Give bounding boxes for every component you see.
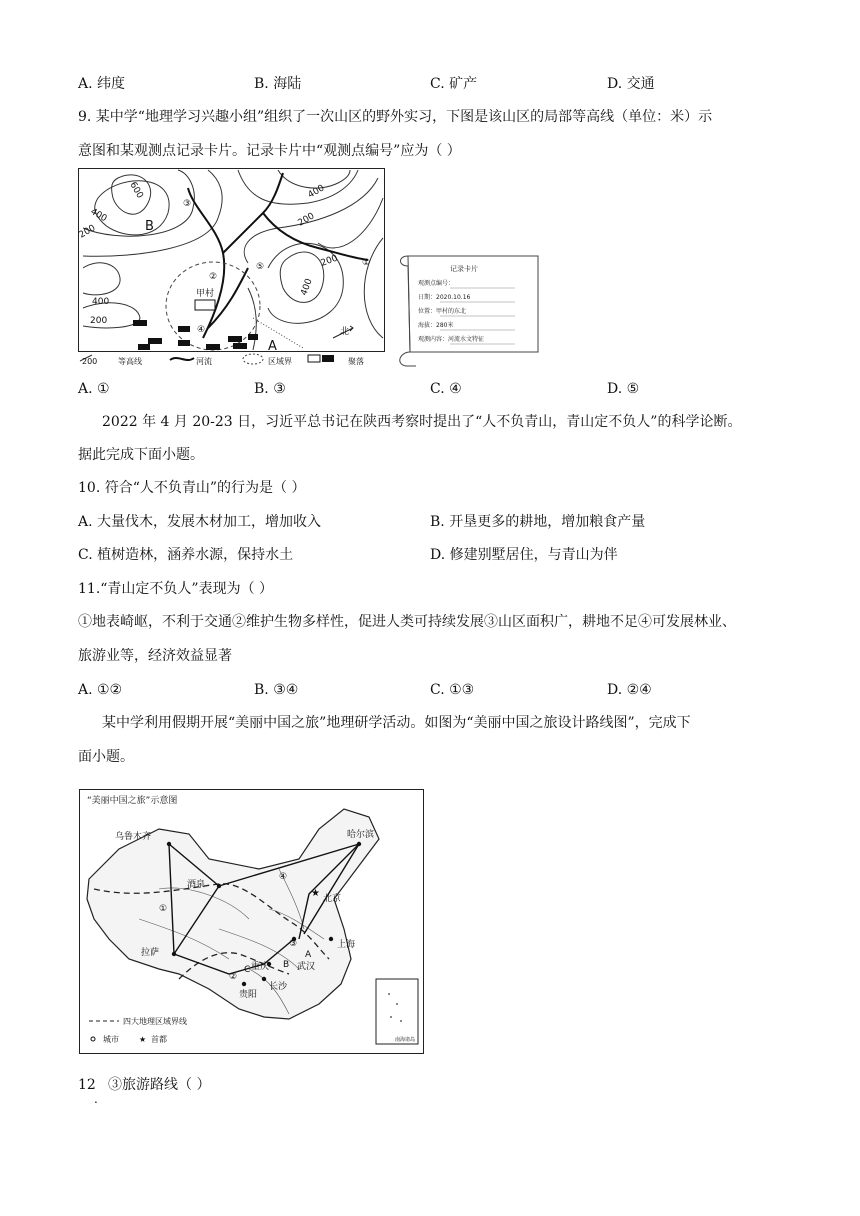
record-card: [390, 252, 540, 370]
q9-stem-line2: 意图和某观测点记录卡片。记录卡片中“观测点编号”应为（ ）: [78, 143, 461, 159]
inset-label: 南海诸岛: [395, 1037, 416, 1043]
contour-map: [78, 168, 385, 368]
route-mark-4: ④: [279, 872, 288, 882]
letter-b: B: [145, 219, 154, 234]
q9-option-c: C. ④: [430, 381, 462, 397]
city-beijing: 北京: [323, 894, 342, 904]
q8-option-b: B. 海陆: [254, 76, 302, 92]
letter-a: A: [268, 339, 277, 354]
legend-boundary: 区域界: [268, 357, 292, 366]
capital-star-icon: ★: [311, 888, 320, 899]
legend-settlement: 聚落: [348, 357, 364, 366]
legend-contour: 等高线: [118, 357, 142, 366]
q8-option-a: A. 纬度: [78, 76, 126, 92]
q8-option-d: D. 交通: [607, 76, 655, 92]
contour-label: 400: [92, 297, 110, 307]
legend-contour-value: 200: [82, 357, 98, 366]
q12-number: 12: [78, 1077, 96, 1093]
city-jiuquan: 酒泉: [187, 880, 206, 890]
letter-a: A: [305, 950, 312, 960]
q12-stem: ③旅游路线（ ）: [108, 1077, 211, 1093]
mark-3: ③: [183, 199, 192, 209]
north-label: 北: [340, 327, 350, 337]
legend-city: 城市: [103, 1035, 119, 1044]
city-wuhan: 武汉: [297, 962, 316, 972]
card-row-content: 观测内容：河流水文特征: [418, 336, 485, 343]
city-shanghai: 上海: [337, 940, 356, 950]
city-guiyang: 贵阳: [239, 990, 258, 1000]
q10-option-b: B. 开垦更多的耕地，增加粮食产量: [430, 514, 646, 530]
china-map-title: “美丽中国之旅”示意图: [87, 796, 178, 806]
mark-2: ②: [209, 272, 218, 282]
q9-stem-line1: 9. 某中学“地理学习兴趣小组”组织了一次山区的野外实习，下图是该山区的局部等高线（单位：米）示: [78, 109, 713, 125]
contour-label: 200: [319, 253, 340, 269]
passage2-line1: 某中学利用假期开展“美丽中国之旅”地理研学活动。如图为“美丽中国之旅设计路线图”，完成下: [102, 715, 691, 731]
q11-option-b: B. ③④: [254, 682, 299, 698]
legend-river: 河流: [196, 357, 212, 366]
q10-stem: 10. 符合“人不负青山”的行为是（ ）: [78, 480, 306, 496]
contour-label: 200: [296, 211, 317, 229]
card-title: 记录卡片: [450, 265, 478, 273]
mark-1: ①: [362, 258, 371, 268]
city-changsha: 长沙: [269, 982, 288, 992]
passage2-line2: 面小题。: [78, 749, 134, 765]
mark-4: ④: [197, 325, 206, 335]
q11-option-c: C. ①③: [430, 682, 475, 698]
contour-label: 200: [78, 223, 98, 241]
q11-option-a: A. ①②: [78, 682, 123, 698]
contour-label-600: 600: [127, 180, 145, 201]
q10-option-d: D. 修建别墅居住，与青山为伴: [430, 547, 618, 563]
letter-c: C: [244, 965, 251, 975]
city-lhasa: 拉萨: [141, 948, 160, 958]
q8-option-c: C. 矿产: [430, 76, 478, 92]
contour-label: 400: [88, 206, 109, 225]
route-mark-3: ③: [289, 939, 298, 949]
q10-option-c: C. 植树造林，涵养水源，保持水土: [78, 547, 294, 563]
q10-option-a: A. 大量伐木，发展木材加工，增加收入: [78, 514, 322, 530]
contour-label: 200: [90, 316, 108, 326]
legend-capital-star-icon: ★: [139, 1035, 147, 1044]
china-route-map: [79, 789, 424, 1054]
legend-boundary: 四大地理区域界线: [123, 1017, 187, 1026]
route-mark-2: ②: [229, 972, 238, 982]
q9-option-a: A. ①: [78, 381, 110, 397]
q12-dot: .: [94, 1092, 98, 1106]
city-chongqing: 重庆: [251, 962, 270, 972]
q9-option-d: D. ⑤: [607, 381, 640, 397]
q11-option-d: D. ②④: [607, 682, 652, 698]
q9-option-b: B. ③: [254, 381, 286, 397]
mark-5: ⑤: [256, 262, 265, 272]
card-row-id: 观测点编号：: [418, 280, 455, 287]
letter-b: B: [283, 960, 290, 970]
city-harbin: 哈尔滨: [347, 830, 375, 840]
village-label: 甲村: [196, 289, 215, 299]
q11-stem: 11.“青山定不负人”表现为（ ）: [78, 581, 274, 597]
city-urumqi: 乌鲁木齐: [115, 832, 152, 842]
card-row-altitude: 海拔：280米: [418, 322, 454, 329]
route-mark-1: ①: [159, 904, 168, 914]
card-row-location: 位置：甲村的东北: [418, 308, 467, 315]
contour-label: 400: [299, 277, 315, 298]
passage1-line1: 2022 年 4 月 20-23 日，习近平总书记在陕西考察时提出了“人不负青山，青山定不负人”的科学论断。: [102, 414, 742, 430]
card-row-date: 日期：2020.10.16: [418, 294, 471, 301]
q11-body-line2: 旅游业等，经济效益显著: [78, 648, 232, 664]
legend-capital: 首都: [151, 1035, 167, 1044]
q11-body-line1: ①地表崎岖，不利于交通②维护生物多样性，促进人类可持续发展③山区面积广，耕地不足④可发展林业、: [78, 614, 736, 630]
contour-label: 400: [306, 183, 327, 201]
passage1-line2: 据此完成下面小题。: [78, 447, 204, 463]
